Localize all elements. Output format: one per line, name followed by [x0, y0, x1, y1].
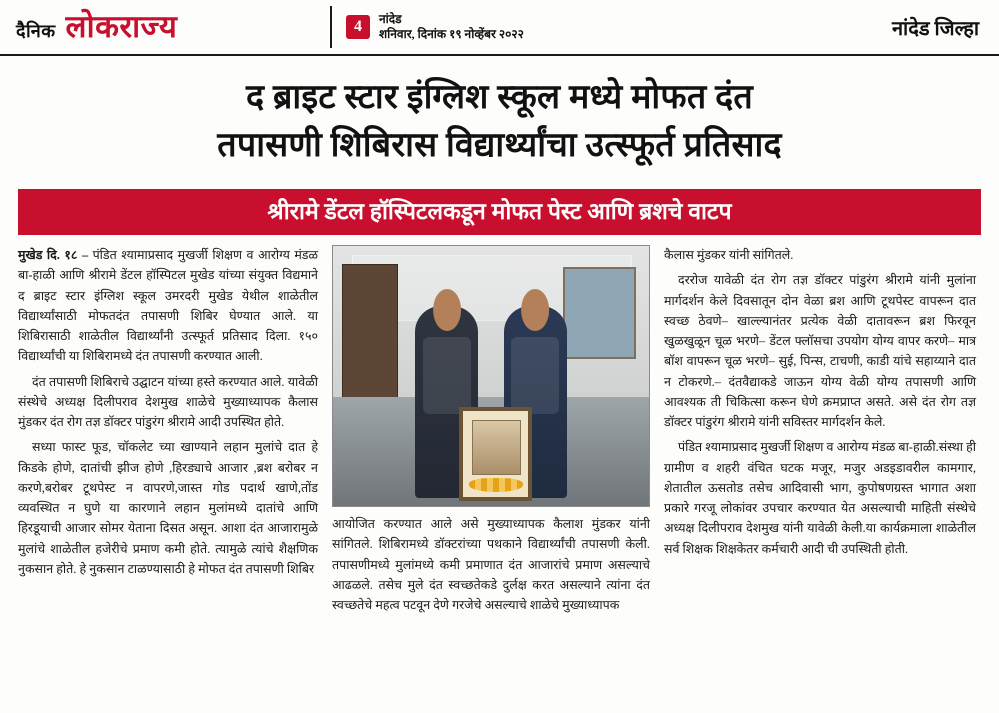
masthead-brand: [16, 11, 316, 43]
article-column-middle: [332, 245, 650, 637]
photo-person-right-head: [521, 289, 549, 331]
article-paragraph-text: पंडित श्यामाप्रसाद मुखर्जी शिक्षण व आरोग्य मंडळ बा-हाळी आणि श्रीरामे डेंटल हॉस्पिटल मुखेड यांच्या संयुक्त विद्यमाने द ब्राइट स्टार इंग्लिश स्कूल उमरदरी मुखेड येथील शाळेतील विद्यार्थ्यांसाठी मोफतदंत तपासणी शिबिर घेण्यात आले. या शिबिरासाठी शाळेतील विद्यार्थ्यांनी उत्स्फूर्त प्रतिसाद दिला. १५० विद्यार्थ्यांची या शिबिरामध्ये दंत तपासणी करण्यात आली.: [18, 248, 318, 364]
issue-block: [346, 12, 524, 42]
masthead: [0, 0, 999, 56]
issue-date: शनिवार, दिनांक १९ नोव्हेंबर २०२२: [379, 27, 524, 41]
photo-person-left-head: [433, 289, 461, 331]
issue-lines: [379, 12, 524, 42]
article-body: [0, 235, 999, 645]
masthead-divider: [330, 6, 332, 48]
article-paragraph: दंत तपासणी शिबिराचे उद्घाटन यांच्या हस्ते करण्यात आले. यावेळी संस्थेचे अध्यक्ष दिलीपराव देशमुख शाळेचे मुख्याध्यापक कैलास मुंडकर दंत रोग तज्ञ डॉक्टर पांडुरंग श्रीरामे आदी उपस्थित होते.: [18, 374, 318, 430]
photo-framed-portrait: [459, 407, 532, 501]
dateline: मुखेड दि. १८ –: [18, 248, 89, 263]
photo-person-left-shirt: [423, 337, 471, 414]
article-paragraph: सध्या फास्ट फूड, चॉकलेट च्या खाण्याने लहान मुलांचे दात हे किडके होणे, दातांची झीज होणे ,हिरड्याचे आजार ,ब्रश बरोबर न करणे,बरोबर टूथपेस्ट न वापरणे,जास्त गोड पदार्थ खाणे,तोंड व्यवस्थित न घुणे या कारणाने लहान मुलांमध्ये दातांचे आणि हिरडूयाची आजार सोमर येताना दिसत असून. आशा दंत आजारामुळे मुलांचे शाळेतील हजेरीचे प्रमाण कमी होते. त्यामुळे त्यांचे शैक्षणिक नुकसान होते. हे नुकसान टाळण्यासाठी हे मोफत दंत तपासणी शिबिर: [18, 440, 318, 576]
article-paragraph: कैलास मुंडकर यांनी सांगितले.: [664, 248, 794, 263]
photo-person-right-shirt: [511, 337, 559, 414]
photo-portrait-image: [472, 420, 521, 475]
issue-number-badge: 4: [346, 15, 370, 39]
photo-window: [563, 267, 637, 359]
article-paragraph: [18, 245, 318, 367]
headline-line-2: तपासणी शिबिरास विद्यार्थ्यांचा उत्स्फूर्त प्रतिसाद: [217, 127, 782, 165]
article-column-middle-text: [332, 514, 650, 620]
page-title: [0, 56, 999, 177]
article-paragraph: पंडित श्यामाप्रसाद मुखर्जी शिक्षण व आरोग्य मंडळ बा-हाळी.संस्था ही ग्रामीण व शहरी वंचित घटक मजूर, मजुर अडइडावरील कामगार, शेतातील ऊसतोड तसेच आदिवासी भाग, कुपोषणग्रस्त भागात अशा प्रकारे गरजू लोकांवर उपचार करण्यात येत असल्याची माहिती संस्थेचे अध्यक्ष दिलीपराव देशमुख यांनी यावेळी केली.या कार्यक्रमाला शाळेतील सर्व शिक्षक शिक्षकेतर कर्मचारी आदी ची उपस्थिती होती.: [664, 440, 976, 556]
issue-place: नांदेड: [379, 12, 402, 26]
photo-garland: [469, 478, 523, 492]
sub-headline-banner: श्रीरामे डेंटल हॉस्पिटलकडून मोफत पेस्ट आणि ब्रशचे वाटप: [18, 189, 981, 236]
article-paragraph: आयोजित करण्यात आले असे मुख्याध्यापक कैलाश मुंडकर यांनी सांगितले. शिबिरामध्ये डॉक्टरांच्या पथकाने विद्यार्थ्यांची तपासणी केली. तपासणीमध्ये मुलांमध्ये कमी प्रमाणात दंत आजारांचे प्रमाण असल्याचे आढळले. तसेच मुले दंत स्वच्छतेकडे दुर्लक्ष करत असल्याने त्यांना दंत स्वच्छतेचे महत्व पटवून देणे गरजेचे असल्याचे शाळेचे मुख्याध्यापक: [332, 517, 650, 613]
article-column-right: [664, 245, 976, 637]
event-photo: [332, 245, 650, 507]
masthead-dainik-label: दैनिक: [16, 21, 56, 41]
article-column-left: [18, 245, 318, 637]
headline-line-1: द ब्राइट स्टार इंग्लिश स्कूल मध्ये मोफत दंत: [246, 79, 753, 116]
masthead-logo: लोकराज्य: [65, 9, 178, 44]
article-paragraph: दररोज यावेळी दंत रोग तज्ञ डॉक्टर पांडुरंग श्रीरामे यांनी मुलांना मार्गदर्शन केले दिवसातून दोन वेळा ब्रश आणि टूथपेस्ट वापरून दात स्वच्छ ठेवणे– खाल्ल्यानंतर प्रत्येक वेळी दातावरून ब्रश फिरवून खुळखुळून चूळ भरणे– डेंटल फ्लॉसचा उपयोग योग्य वापर करणे– मात्र बॉश वापरून चूळ भरणे– सुई, पिन्स, टाचणी, काडी यांचे सहाय्याने दात न टोकरणे.– दंतवैद्याकडे जाऊन योग्य वेळी योग्य तपासणी आणि आवश्यक ती चिकित्सा करून घेणे क्रमप्राप्त असते. असे दंत रोग तज्ञ डॉक्टर पांडुरंग श्रीरामे यांनी सविस्तर मार्गदर्शन केले.: [664, 273, 976, 430]
photo-door: [342, 264, 398, 409]
edition-label: नांदेड जिल्हा: [891, 17, 979, 40]
